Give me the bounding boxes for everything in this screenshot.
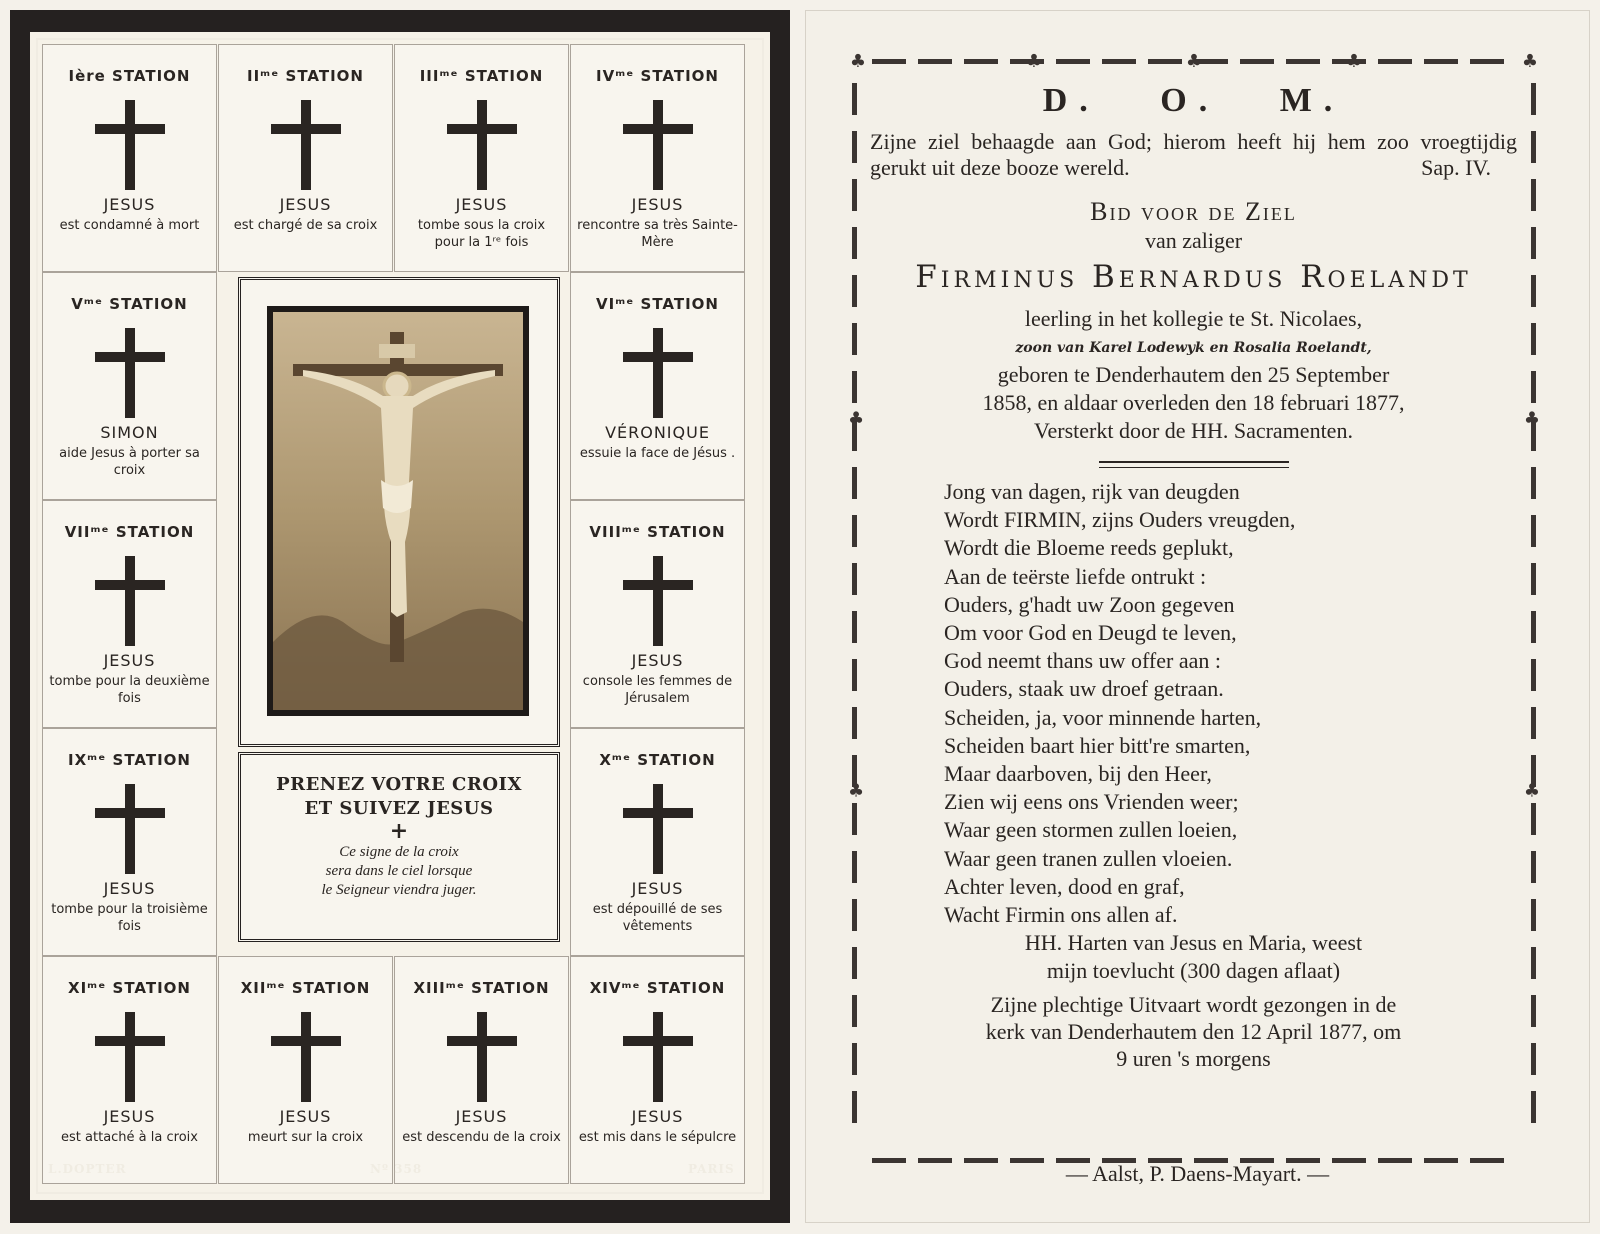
border-ornament: ♣: [1523, 408, 1540, 430]
station-12: [218, 956, 393, 1184]
crucifix-picture-frame: [238, 277, 560, 747]
border-dash: [1531, 179, 1536, 211]
station-7: [42, 500, 217, 728]
border-dash: [1470, 59, 1504, 64]
station-description: est chargé de sa croix: [233, 218, 378, 233]
station-2: [218, 44, 393, 272]
poem-line: Waar geen stormen zullen loeien,: [944, 817, 1238, 843]
station-label: VIIIᵐᵉ STATION: [589, 523, 726, 541]
border-dash: [852, 227, 857, 259]
birth-line: geboren te Denderhautem den 25 September: [997, 362, 1390, 387]
poem-line: Achter leven, dood en graf,: [944, 873, 1185, 899]
prayer-line-2: mijn toevlucht (300 dagen aflaat): [1046, 958, 1341, 984]
cross-icon: [623, 784, 693, 874]
border-dash: [852, 851, 857, 883]
border-dash: [1531, 83, 1536, 115]
station-4: [570, 44, 745, 272]
border-ornament: ♣: [848, 408, 865, 430]
station-8: [570, 500, 745, 728]
border-dash: [1148, 59, 1182, 64]
motto-box: [238, 752, 560, 942]
poem-line: Scheiden, ja, voor minnende harten,: [944, 704, 1262, 730]
publisher-name: L.DOPTER: [48, 1162, 127, 1176]
intro-verse: Zijne ziel behaagde aan God; hierom heeft hij hem zoo vroegtijdig gerukt uit deze booze wereld.: [870, 129, 1517, 180]
funeral-line-2: kerk van Denderhautem den 12 April 1877, om: [985, 1019, 1402, 1045]
poem-line: Wacht Firmin ons allen af.: [944, 902, 1178, 928]
border-dash: [964, 59, 998, 64]
border-dash: [1531, 995, 1536, 1027]
motto-line-2: sera dans le ciel lorsque: [325, 863, 473, 879]
divider: [1099, 461, 1289, 468]
cross-icon: [447, 100, 517, 190]
cross-icon: [95, 784, 165, 874]
border-ornament: ♣: [1345, 53, 1363, 72]
station-14: [570, 956, 745, 1184]
station-description: aide Jesus à porter sa croix: [59, 446, 200, 478]
stations-grid: [30, 32, 770, 1200]
poem-line: Ouders, staak uw droef getraan.: [944, 676, 1224, 702]
card-number: Nº 358: [370, 1162, 423, 1176]
cross-icon: [95, 1012, 165, 1102]
station-subject: VÉRONIQUE: [605, 423, 710, 442]
border-dash: [1531, 275, 1536, 307]
border-dash: [852, 515, 857, 547]
station-subject: JESUS: [103, 879, 156, 898]
border-dash: [1531, 467, 1536, 499]
border-dash: [1531, 611, 1536, 643]
printer-line: — Aalst, P. Daens-Mayart. —: [1065, 1161, 1330, 1186]
border-dash: [852, 899, 857, 931]
station-label: IVᵐᵉ STATION: [596, 67, 719, 85]
station-label: Vᵐᵉ STATION: [71, 295, 188, 313]
border-dash: [1424, 59, 1458, 64]
cross-icon: [447, 1012, 517, 1102]
memorial-card: [805, 10, 1590, 1223]
station-description: tombe sous la croix pour la 1ʳᵉ fois: [417, 218, 546, 250]
border-dash: [852, 707, 857, 739]
funeral-notice: [866, 991, 1521, 1072]
border-ornament: ♣: [1521, 53, 1539, 72]
border-dash: [1531, 1091, 1536, 1123]
station-description: meurt sur la croix: [247, 1130, 364, 1145]
border-dash: [852, 323, 857, 355]
station-subject: SIMON: [100, 423, 159, 442]
poem-line: Wordt die Bloeme reeds geplukt,: [944, 535, 1234, 561]
poem-line: Zien wij eens ons Vrienden weer;: [944, 789, 1239, 815]
border-dash: [852, 563, 857, 595]
border-dash: [852, 995, 857, 1027]
cross-icon: [623, 328, 693, 418]
border-dash: [1531, 563, 1536, 595]
station-description: est dépouillé de ses vêtements: [592, 902, 723, 934]
zaliger-line: van zaliger: [1144, 228, 1243, 253]
poem-line: Jong van dagen, rijk van deugden: [944, 479, 1240, 504]
crucifix-illustration: [273, 312, 523, 710]
station-label: IXᵐᵉ STATION: [68, 751, 191, 769]
poem-line: Om voor God en Deugd te leven,: [944, 620, 1237, 646]
border-dash: [1056, 59, 1090, 64]
station-label: IIᵐᵉ STATION: [247, 67, 364, 85]
border-dash: [1531, 371, 1536, 403]
poem-line: God neemt thans uw offer aan :: [944, 648, 1221, 674]
publisher-city: PARIS: [688, 1162, 735, 1176]
border-dash: [1531, 707, 1536, 739]
border-dash: [1286, 59, 1320, 64]
border-dash: [852, 947, 857, 979]
border-dash: [1102, 59, 1136, 64]
poem-line: Scheiden baart hier bitt're smarten,: [944, 732, 1251, 758]
poem-line: Waar geen tranen zullen vloeien.: [944, 845, 1233, 871]
station-subject: JESUS: [103, 195, 156, 214]
motto-line-3: le Seigneur viendra juger.: [321, 882, 477, 898]
border-dash: [852, 131, 857, 163]
station-13: [394, 956, 569, 1184]
station-description: tombe pour la deuxième fois: [49, 674, 210, 706]
station-description: console les femmes de Jérusalem: [582, 674, 733, 706]
station-label: XIᵐᵉ STATION: [68, 979, 191, 997]
cross-icon: [95, 328, 165, 418]
station-description: est mis dans le sépulcre: [578, 1130, 737, 1145]
border-dash: [852, 275, 857, 307]
station-description: tombe pour la troisième fois: [51, 902, 208, 934]
border-dash: [872, 59, 906, 64]
parents-line: zoon van Karel Lodewyk en Rosalia Roelandt,: [1015, 340, 1372, 356]
border-dash: [852, 1091, 857, 1123]
funeral-line-3: 9 uren 's morgens: [1116, 1046, 1271, 1072]
station-label: XIIIᵐᵉ STATION: [413, 979, 550, 997]
station-1: [42, 44, 217, 272]
poem-line: Wordt FIRMIN, zijns Ouders vreugden,: [944, 507, 1296, 533]
station-description: essuie la face de Jésus .: [579, 446, 736, 461]
border-ornament: ♣: [1025, 53, 1043, 72]
border-dash: [1531, 227, 1536, 259]
station-subject: JESUS: [631, 195, 684, 214]
border-ornament: ♣: [849, 53, 867, 72]
border-dash: [1531, 659, 1536, 691]
station-label: XIVᵐᵉ STATION: [589, 979, 726, 997]
prayer-line-1: HH. Harten van Jesus en Maria, weest: [1024, 930, 1363, 956]
cross-icon: [95, 100, 165, 190]
poem-line: Aan de teërste liefde ontrukt :: [944, 563, 1207, 589]
border-dash: [1378, 59, 1412, 64]
poem-line: Maar daarboven, bij den Heer,: [944, 761, 1212, 787]
cross-icon: [623, 100, 693, 190]
border-dash: [1531, 947, 1536, 979]
border-ornament: ♣: [1523, 780, 1540, 802]
station-label: Xᵐᵉ STATION: [599, 751, 716, 769]
station-11: [42, 956, 217, 1184]
border-ornament: ♣: [1185, 53, 1203, 72]
motto-title-line-1: PRENEZ VOTRE CROIX: [276, 774, 522, 795]
cross-icon: [623, 556, 693, 646]
border-dash: [852, 1043, 857, 1075]
verse-reference: Sap. IV.: [1421, 155, 1491, 180]
station-label: IIIᵐᵉ STATION: [419, 67, 544, 85]
deceased-name: Firminus Bernardus Roelandt: [915, 259, 1472, 295]
cross-icon: [623, 1012, 693, 1102]
station-description: rencontre sa très Sainte-Mère: [577, 218, 738, 250]
station-subject: JESUS: [103, 651, 156, 670]
station-subject: JESUS: [631, 1107, 684, 1126]
station-6: [570, 272, 745, 500]
station-10: [570, 728, 745, 956]
border-dash: [1531, 1043, 1536, 1075]
border-dash: [1531, 515, 1536, 547]
border-dash: [918, 59, 952, 64]
poem: [944, 478, 1521, 929]
border-dash: [852, 179, 857, 211]
death-line: 1858, en aldaar overleden den 18 februari 1877,: [982, 390, 1405, 415]
border-dash: [1531, 899, 1536, 931]
motto-title-line-2: ET SUIVEZ JESUS: [304, 798, 494, 819]
station-description: est condamné à mort: [59, 218, 200, 233]
cross-icon: [95, 556, 165, 646]
border-dash: [852, 371, 857, 403]
cross-icon: [271, 1012, 341, 1102]
border-dash: [852, 467, 857, 499]
border-dash: [1240, 59, 1274, 64]
station-description: est descendu de la croix: [402, 1130, 561, 1145]
motto-cross: +: [389, 818, 409, 844]
station-subject: JESUS: [279, 1107, 332, 1126]
station-subject: JESUS: [455, 1107, 508, 1126]
border-dash: [1531, 131, 1536, 163]
station-description: est attaché à la croix: [61, 1130, 198, 1145]
border-dash: [852, 83, 857, 115]
station-subject: JESUS: [631, 651, 684, 670]
crucifix-image: [267, 306, 529, 716]
station-subject: JESUS: [631, 879, 684, 898]
station-5: [42, 272, 217, 500]
station-label: Ière STATION: [68, 67, 191, 85]
station-subject: JESUS: [279, 195, 332, 214]
border-dash: [1531, 323, 1536, 355]
station-subject: JESUS: [455, 195, 508, 214]
dom-heading: D. O. M.: [1042, 82, 1345, 119]
station-label: VIᵐᵉ STATION: [596, 295, 719, 313]
border-dash: [852, 659, 857, 691]
stations-card: [10, 10, 790, 1223]
motto-line-1: Ce signe de la croix: [339, 844, 459, 860]
border-ornament: ♣: [848, 780, 865, 802]
memorial-text: [866, 81, 1521, 1072]
funeral-line-1: Zijne plechtige Uitvaart wordt gezongen in de: [990, 992, 1397, 1018]
border-dash: [852, 611, 857, 643]
station-label: VIIᵐᵉ STATION: [64, 523, 195, 541]
pray-heading: Bid voor de Ziel: [1090, 197, 1297, 226]
station-3: [394, 44, 569, 272]
station-subject: JESUS: [103, 1107, 156, 1126]
poem-line: Ouders, g'hadt uw Zoon gegeven: [944, 591, 1235, 617]
border-dash: [1531, 803, 1536, 835]
border-dash: [852, 803, 857, 835]
station-label: XIIᵐᵉ STATION: [240, 979, 371, 997]
sacraments-line: Versterkt door de HH. Sacramenten.: [1034, 418, 1353, 443]
pupil-line: leerling in het kollegie te St. Nicolaes,: [1024, 306, 1363, 331]
cross-icon: [271, 100, 341, 190]
border-dash: [1531, 851, 1536, 883]
station-9: [42, 728, 217, 956]
